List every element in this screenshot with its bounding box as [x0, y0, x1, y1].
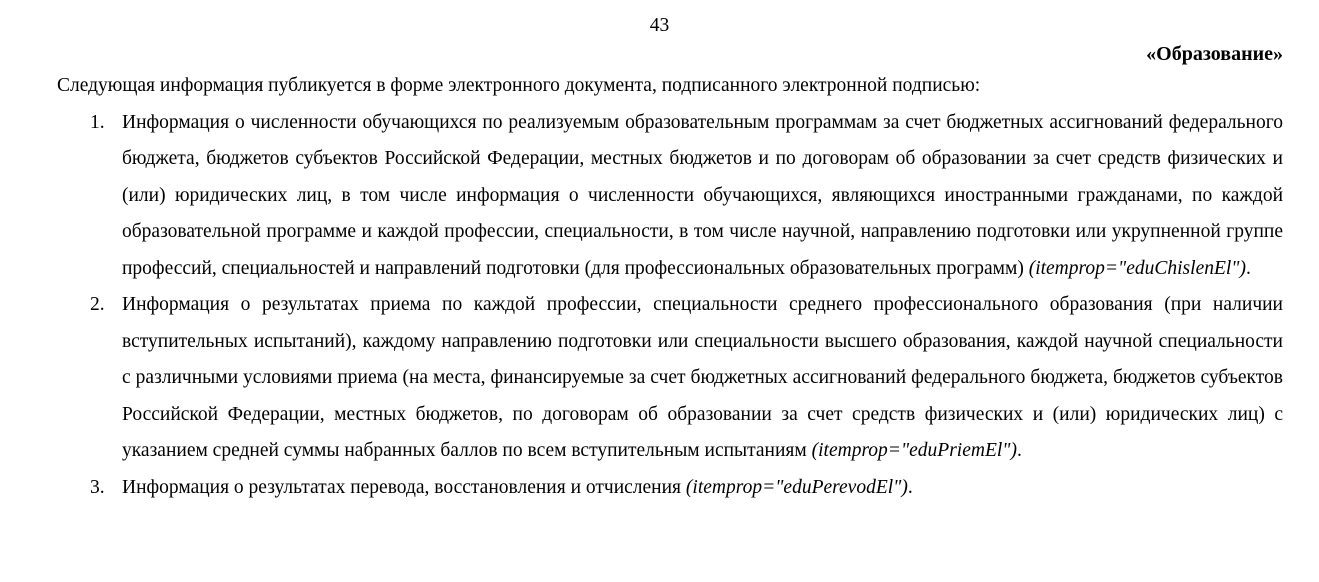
list-item-suffix: . [1245, 257, 1251, 279]
itemprop-code: (itemprop="eduPriemEl") [811, 440, 1017, 461]
list-item-number: 1. [90, 111, 105, 133]
itemprop-code: (itemprop="eduChislenEl") [1028, 257, 1246, 279]
list-item-number: 3. [90, 476, 105, 498]
intro-paragraph: Следующая информация публикуется в форме электронного документа, подписанного электронной подписью: [57, 75, 981, 96]
list-item-text: Информация о результатах приема по каждой профессии, специальности среднего профессионального образования (при наличии вступительных испытаний), каждому направлению подготовки или специальности высшего образования, каждой научной специальности с различными условиями приема (на места, финансируемые за счет бюджетных ассигнований федерального бюджета, бюджетов субъектов Российской Федерации, местных бюджетов, по договорам об образовании за счет средств физических и (или) юридических лиц) с указанием средней суммы набранных баллов по всем вступительным испытаниям [122, 294, 1283, 461]
page-number: 43 [649, 15, 670, 36]
itemprop-code: (itemprop="eduPerevodEl") [685, 476, 908, 498]
list-item [57, 105, 1283, 288]
list-item-text: Информация о результатах перевода, восстановления и отчисления [122, 476, 686, 498]
list-item-suffix: . [1016, 440, 1022, 461]
list-item [57, 470, 1283, 507]
list-item-number: 2. [90, 294, 105, 315]
numbered-list [0, 105, 1319, 507]
list-item [57, 287, 1283, 470]
list-item-suffix: . [907, 476, 913, 498]
list-item-text: Информация о численности обучающихся по реализуемым образовательным программам за счет бюджетных ассигнований федерального бюджета, бюджетов субъектов Российской Федерации, местных бюджетов и по договорам об образовании за счет средств физических и (или) юридических лиц, в том числе информация о численности обучающихся, являющихся иностранными гражданами, по каждой образовательной программе и каждой профессии, специальности, в том числе научной, направлению подготовки или укрупненной группе профессий, специальностей и направлений подготовки (для профессиональных образовательных программ) [122, 111, 1283, 279]
section-title: «Образование» [1146, 43, 1283, 65]
